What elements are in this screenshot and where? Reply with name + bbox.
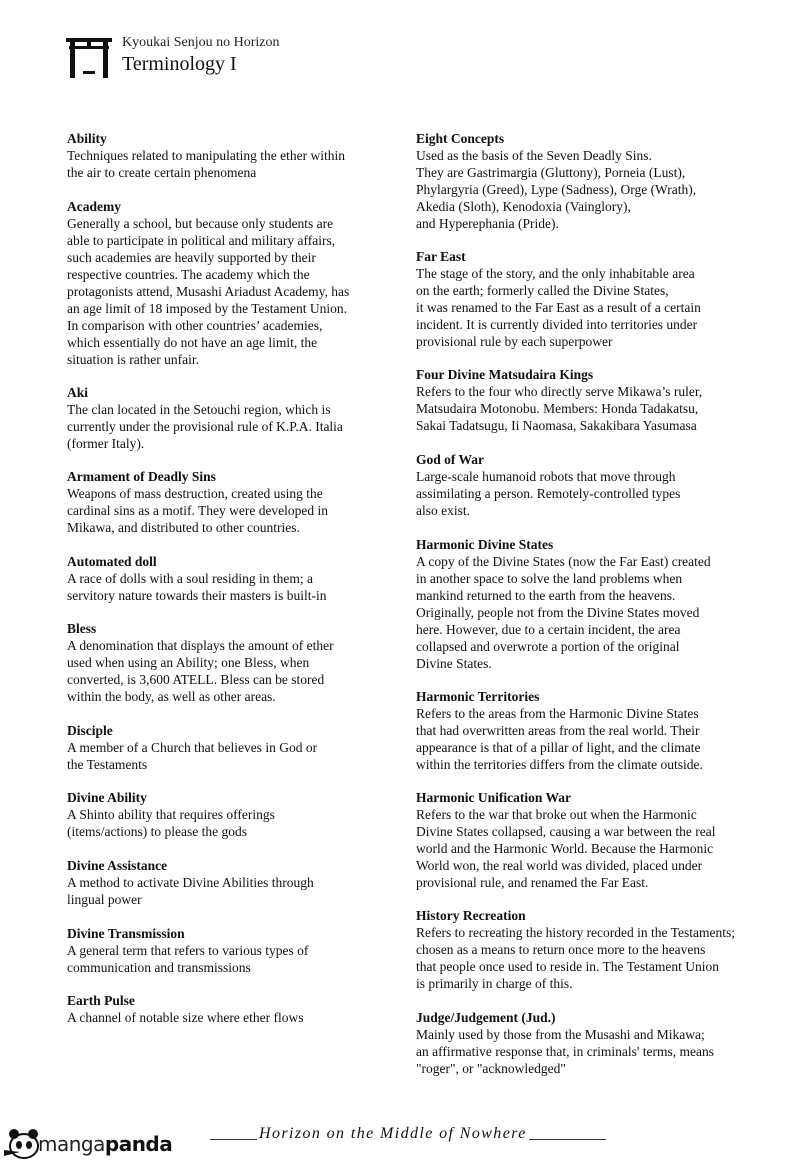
glossary-definition: Refers to the war that broke out when the Harmonic Divine States collapsed, causing a war between the real world and the Harmonic World. Because the Harmonic World won, the real world was divided, placed under provisional rule, and renamed the Far East.	[416, 807, 716, 890]
glossary-term: Divine Assistance	[67, 858, 168, 873]
glossary-definition: A general term that refers to various types of communication and transmissions	[67, 943, 309, 975]
footer-text: Horizon on the Middle of Nowhere	[259, 1125, 527, 1142]
glossary-term: Disciple	[67, 723, 113, 738]
glossary-term: Harmonic Divine States	[416, 537, 554, 552]
glossary-definition: The clan located in the Setouchi region, which is currently under the provisional rule of K.P.A. Italia (former Italy).	[67, 402, 343, 451]
panda-logo-icon	[2, 1120, 42, 1164]
glossary-definition: A copy of the Divine States (now the Far East) created in another space to solve the land problems when mankind returned to the earth from the heavens. Originally, people not from the Divine States moved here. However, due to a certain incident, the area collapsed and overwrote a portion of the original Divine States.	[416, 554, 711, 671]
glossary-term: Earth Pulse	[67, 993, 135, 1008]
glossary-definition: Refers to the areas from the Harmonic Divine States that had overwritten areas from the real world. Their appearance is that of a pillar of light, and the climate within the territories differs from the climate outside.	[416, 706, 703, 772]
glossary-term: Divine Transmission	[67, 926, 185, 941]
logo-text-manga: manga	[38, 1132, 105, 1156]
glossary-definition: Refers to recreating the history recorded in the Testaments; chosen as a means to return once more to the heavens that people once used to reside in. The Testament Union is primarily in charge of this.	[416, 925, 735, 991]
glossary-entry	[67, 384, 387, 452]
glossary-entry	[416, 536, 776, 672]
glossary-entry	[67, 722, 387, 773]
glossary-term: Eight Concepts	[416, 131, 505, 146]
glossary-term: Automated doll	[67, 554, 157, 569]
page-title: Terminology I	[122, 53, 237, 75]
glossary-entry	[67, 789, 387, 840]
glossary-definition: A channel of notable size where ether flows	[67, 1010, 304, 1025]
glossary-entry	[67, 553, 387, 604]
glossary-entry	[67, 857, 387, 908]
glossary-term: Armament of Deadly Sins	[67, 469, 216, 484]
glossary-term: Harmonic Territories	[416, 689, 540, 704]
glossary-entry	[416, 451, 776, 519]
glossary-term: Divine Ability	[67, 790, 147, 805]
glossary-definition: A member of a Church that believes in God or the Testaments	[67, 740, 318, 772]
glossary-definition: A method to activate Divine Abilities through lingual power	[67, 875, 314, 907]
glossary-entry	[67, 198, 387, 368]
glossary-definition: Mainly used by those from the Musashi and Mikawa; an affirmative response that, in criminals' terms, means "roger", or "acknowledged"	[416, 1027, 714, 1076]
glossary-entry	[67, 620, 387, 705]
page-header	[66, 34, 466, 78]
glossary-definition: Weapons of mass destruction, created using the cardinal sins as a motif. They were developed in Mikawa, and distributed to other countries.	[67, 486, 329, 535]
mangapanda-logo	[2, 1118, 178, 1168]
page-footer	[210, 1124, 606, 1144]
glossary-entry	[416, 130, 776, 232]
glossary-definition: Techniques related to manipulating the ether within the air to create certain phenomena	[67, 148, 345, 180]
torii-gate-icon	[66, 38, 112, 78]
glossary-entry	[416, 907, 776, 992]
glossary-term: Judge/Judgement (Jud.)	[416, 1010, 556, 1025]
glossary-entry	[416, 248, 776, 350]
glossary-entry	[67, 925, 387, 976]
glossary-term: Four Divine Matsudaira Kings	[416, 367, 594, 382]
glossary-definition: Used as the basis of the Seven Deadly Sins. They are Gastrimargia (Gluttony), Porneia (Lust), Phylargyria (Greed), Lype (Sadness), Orge (Wrath), Akedia (Sloth), Kenodoxia (Vainglory), and Hyperephania (Pride).	[416, 148, 697, 231]
glossary-term: History Recreation	[416, 908, 526, 923]
glossary-entry	[67, 130, 387, 181]
glossary-entry	[67, 992, 387, 1026]
glossary-entry	[416, 789, 776, 891]
glossary-entry	[416, 688, 776, 773]
glossary-definition: Refers to the four who directly serve Mikawa’s ruler, Matsudaira Motonobu. Members: Honda Tadakatsu, Sakai Tadatsugu, Ii Naomasa, Sakakibara Yasumasa	[416, 384, 703, 433]
glossary-entry	[416, 366, 776, 434]
glossary-definition: Generally a school, but because only students are able to participate in political and military affairs, such academies are heavily supported by their respective countries. The academy which the protagonists attend, Musashi Ariadust Academy, has an age limit of 18 imposed by the Testament Union. In comparison with other countries’ academies, which essentially do not have an age limit, the situation is rather unfair.	[67, 216, 350, 367]
glossary-term: Harmonic Unification War	[416, 790, 571, 805]
glossary-definition: A denomination that displays the amount of ether used when using an Ability; one Bless, when converted, is 3,600 ATELL. Bless can be stored within the body, as well as other areas.	[67, 638, 334, 704]
glossary-definition: The stage of the story, and the only inhabitable area on the earth; formerly called the Divine States, it was renamed to the Far East as a result of a certain incident. It is currently divided into territories under provisional rule by each superpower	[416, 266, 701, 349]
glossary-term: Academy	[67, 199, 121, 214]
glossary-term: Bless	[67, 621, 97, 636]
glossary-definition: Large-scale humanoid robots that move through assimilating a person. Remotely-controlled types also exist.	[416, 469, 681, 518]
glossary-term: Aki	[67, 385, 89, 400]
glossary-term: Ability	[67, 131, 107, 146]
glossary-term: Far East	[416, 249, 466, 264]
glossary-entry	[416, 1009, 776, 1077]
glossary-entry	[67, 468, 387, 536]
glossary-definition: A race of dolls with a soul residing in them; a servitory nature towards their masters is built-in	[67, 571, 327, 603]
logo-text-panda: panda	[104, 1132, 173, 1156]
glossary-definition: A Shinto ability that requires offerings (items/actions) to please the gods	[67, 807, 275, 839]
glossary-term: God of War	[416, 452, 485, 467]
series-title: Kyoukai Senjou no Horizon	[122, 35, 280, 50]
